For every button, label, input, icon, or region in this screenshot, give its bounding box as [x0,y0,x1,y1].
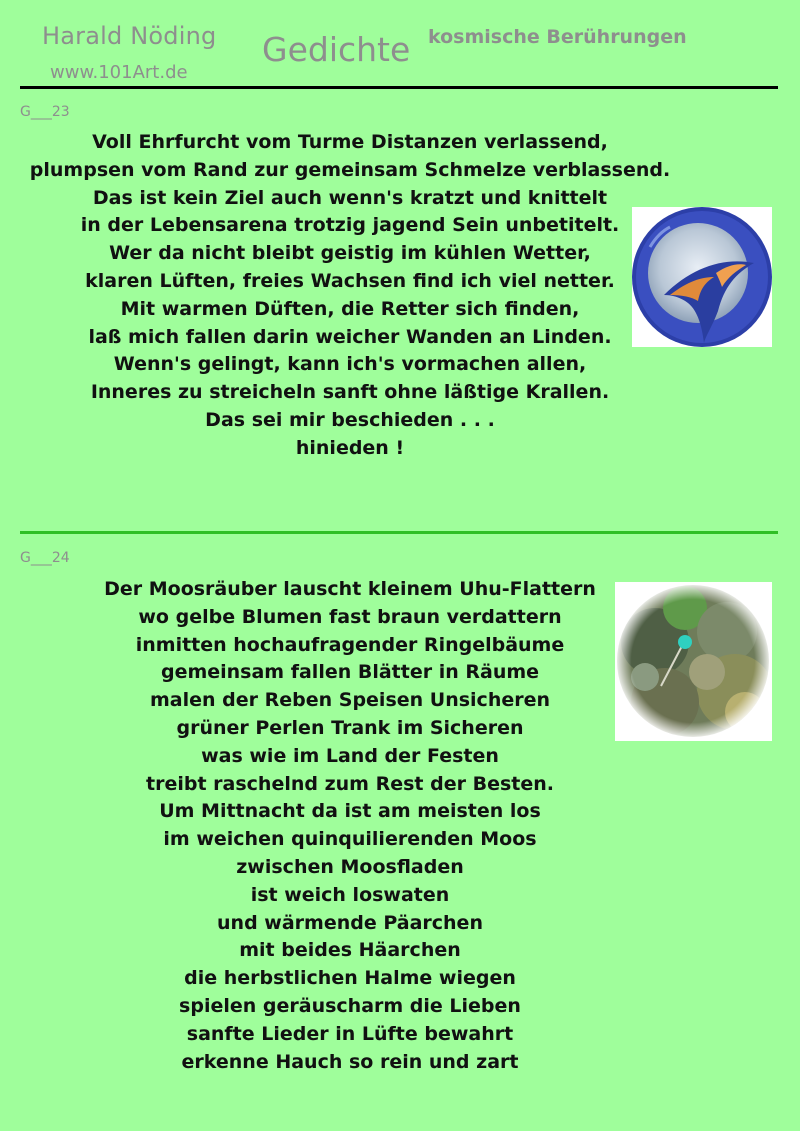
poem-line: spielen geräuscharm die Lieben [179,994,521,1017]
poem-line: wo gelbe Blumen fast braun verdattern [138,605,562,628]
cosmic-artwork-image [632,207,772,347]
author-name: Harald Nöding [42,22,217,50]
page-title: Gedichte [262,30,411,69]
section-divider [20,531,778,534]
poem-line: im weichen quinquilierenden Moos [163,828,537,851]
poem-line: gemeinsam fallen Blätter in Räume [160,661,540,684]
header-divider [20,86,778,89]
poem-line: Wenn's gelingt, kann ich's vormachen allen, [113,353,587,376]
poem-line: die herbstlichen Halme wiegen [184,967,516,990]
poem-line: malen der Reben Speisen Unsicheren [149,689,551,712]
moss-photo-svg [615,582,772,741]
poem-line: Das sei mir beschieden . . . [205,408,495,431]
poem-line: Der Moosräuber lauscht kleinem Uhu-Flattern [104,578,596,600]
poem-text [20,576,680,1076]
poem-line: zwischen Moosfladen [236,855,464,878]
poem-line: inmitten hochaufragender Ringelbäume [135,633,565,656]
poem-line: Das ist kein Ziel auch wenn's kratzt und knittelt [92,186,608,209]
poem-text [20,129,680,463]
poem-line: treibt raschelnd zum Rest der Besten. [146,772,554,795]
poem-line: plumpsen vom Rand zur gemeinsam Schmelze verblassend. [29,158,671,181]
poem-line: Um Mittnacht da ist am meisten los [159,800,541,823]
page-subtitle: kosmische Berührungen [428,26,687,48]
cosmic-artwork-svg [632,207,772,347]
poem-line: und wärmende Päarchen [217,911,483,934]
poem-line: ist weich loswaten [250,883,450,906]
poem-line: Voll Ehrfurcht vom Turme Distanzen verlassend, [92,131,608,153]
poem-line: was wie im Land der Festen [201,744,499,767]
poem-line: laß mich fallen darin weicher Wanden an Linden. [88,325,612,348]
poem-line: Mit warmen Düften, die Retter sich finden, [120,297,580,320]
poem-line: Wer da nicht bleibt geistig im kühlen Wetter, [109,242,591,265]
moss-photo-image [615,582,772,741]
poem-line: sanfte Lieder in Lüfte bewahrt [186,1022,514,1045]
poem-line: erkenne Hauch so rein und zart [181,1050,519,1073]
poem-line: Inneres zu streicheln sanft ohne läßtige Krallen. [90,381,610,404]
poem-label: G___24 [20,550,70,566]
poem-line: in der Lebensarena trotzig jagend Sein unbetitelt. [80,214,620,237]
poem-line: hinieden ! [295,436,405,459]
poem-line: klaren Lüften, freies Wachsen find ich viel netter. [85,269,615,292]
website-link[interactable]: www.101Art.de [50,62,188,83]
poem-label: G___23 [20,104,70,120]
poem-line: grüner Perlen Trank im Sicheren [176,716,524,739]
poem-line: mit beides Häarchen [239,939,461,962]
